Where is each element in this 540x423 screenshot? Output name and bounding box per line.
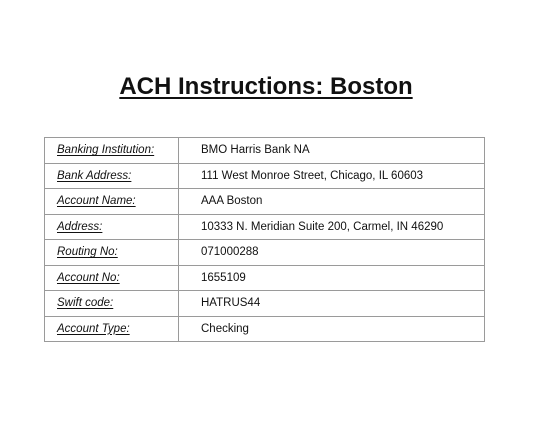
field-label-cell: [45, 163, 179, 189]
field-label-account-name: Account Name:: [57, 195, 136, 208]
field-label-routing-no: Routing No:: [57, 246, 118, 259]
field-value-account-type: Checking: [179, 316, 485, 342]
field-label-swift-code: Swift code:: [57, 297, 114, 310]
field-label-account-no: Account No:: [57, 271, 120, 284]
field-label-bank-address: Bank Address:: [57, 169, 132, 182]
table-row-account-no: [45, 265, 485, 291]
field-label-address: Address:: [57, 220, 103, 233]
field-label-account-type: Account Type:: [57, 322, 130, 335]
table-row-swift-code: [45, 291, 485, 317]
field-value-banking-institution: BMO Harris Bank NA: [179, 138, 485, 164]
field-label-cell: [45, 240, 179, 266]
field-label-cell: [45, 291, 179, 317]
field-label-cell: [45, 316, 179, 342]
table-row-bank-address: [45, 163, 485, 189]
table-row-address: [45, 214, 485, 240]
field-label-cell: [45, 138, 179, 164]
field-value-routing-no: 071000288: [179, 240, 485, 266]
table-row-account-type: [45, 316, 485, 342]
field-value-account-name: AAA Boston: [179, 189, 485, 215]
field-label-cell: [45, 265, 179, 291]
field-label-cell: [45, 214, 179, 240]
ach-instructions-table: [44, 137, 485, 342]
field-value-bank-address: 111 West Monroe Street, Chicago, IL 60603: [179, 163, 485, 189]
field-value-swift-code: HATRUS44: [179, 291, 485, 317]
table-row-banking-institution: [45, 138, 485, 164]
table-row-routing-no: [45, 240, 485, 266]
field-label-cell: [45, 189, 179, 215]
table-row-account-name: [45, 189, 485, 215]
field-value-address: 10333 N. Meridian Suite 200, Carmel, IN 46290: [179, 214, 485, 240]
field-value-account-no: 1655109: [179, 265, 485, 291]
document-title: ACH Instructions: Boston: [119, 73, 413, 100]
field-label-banking-institution: Banking Institution:: [57, 144, 155, 157]
